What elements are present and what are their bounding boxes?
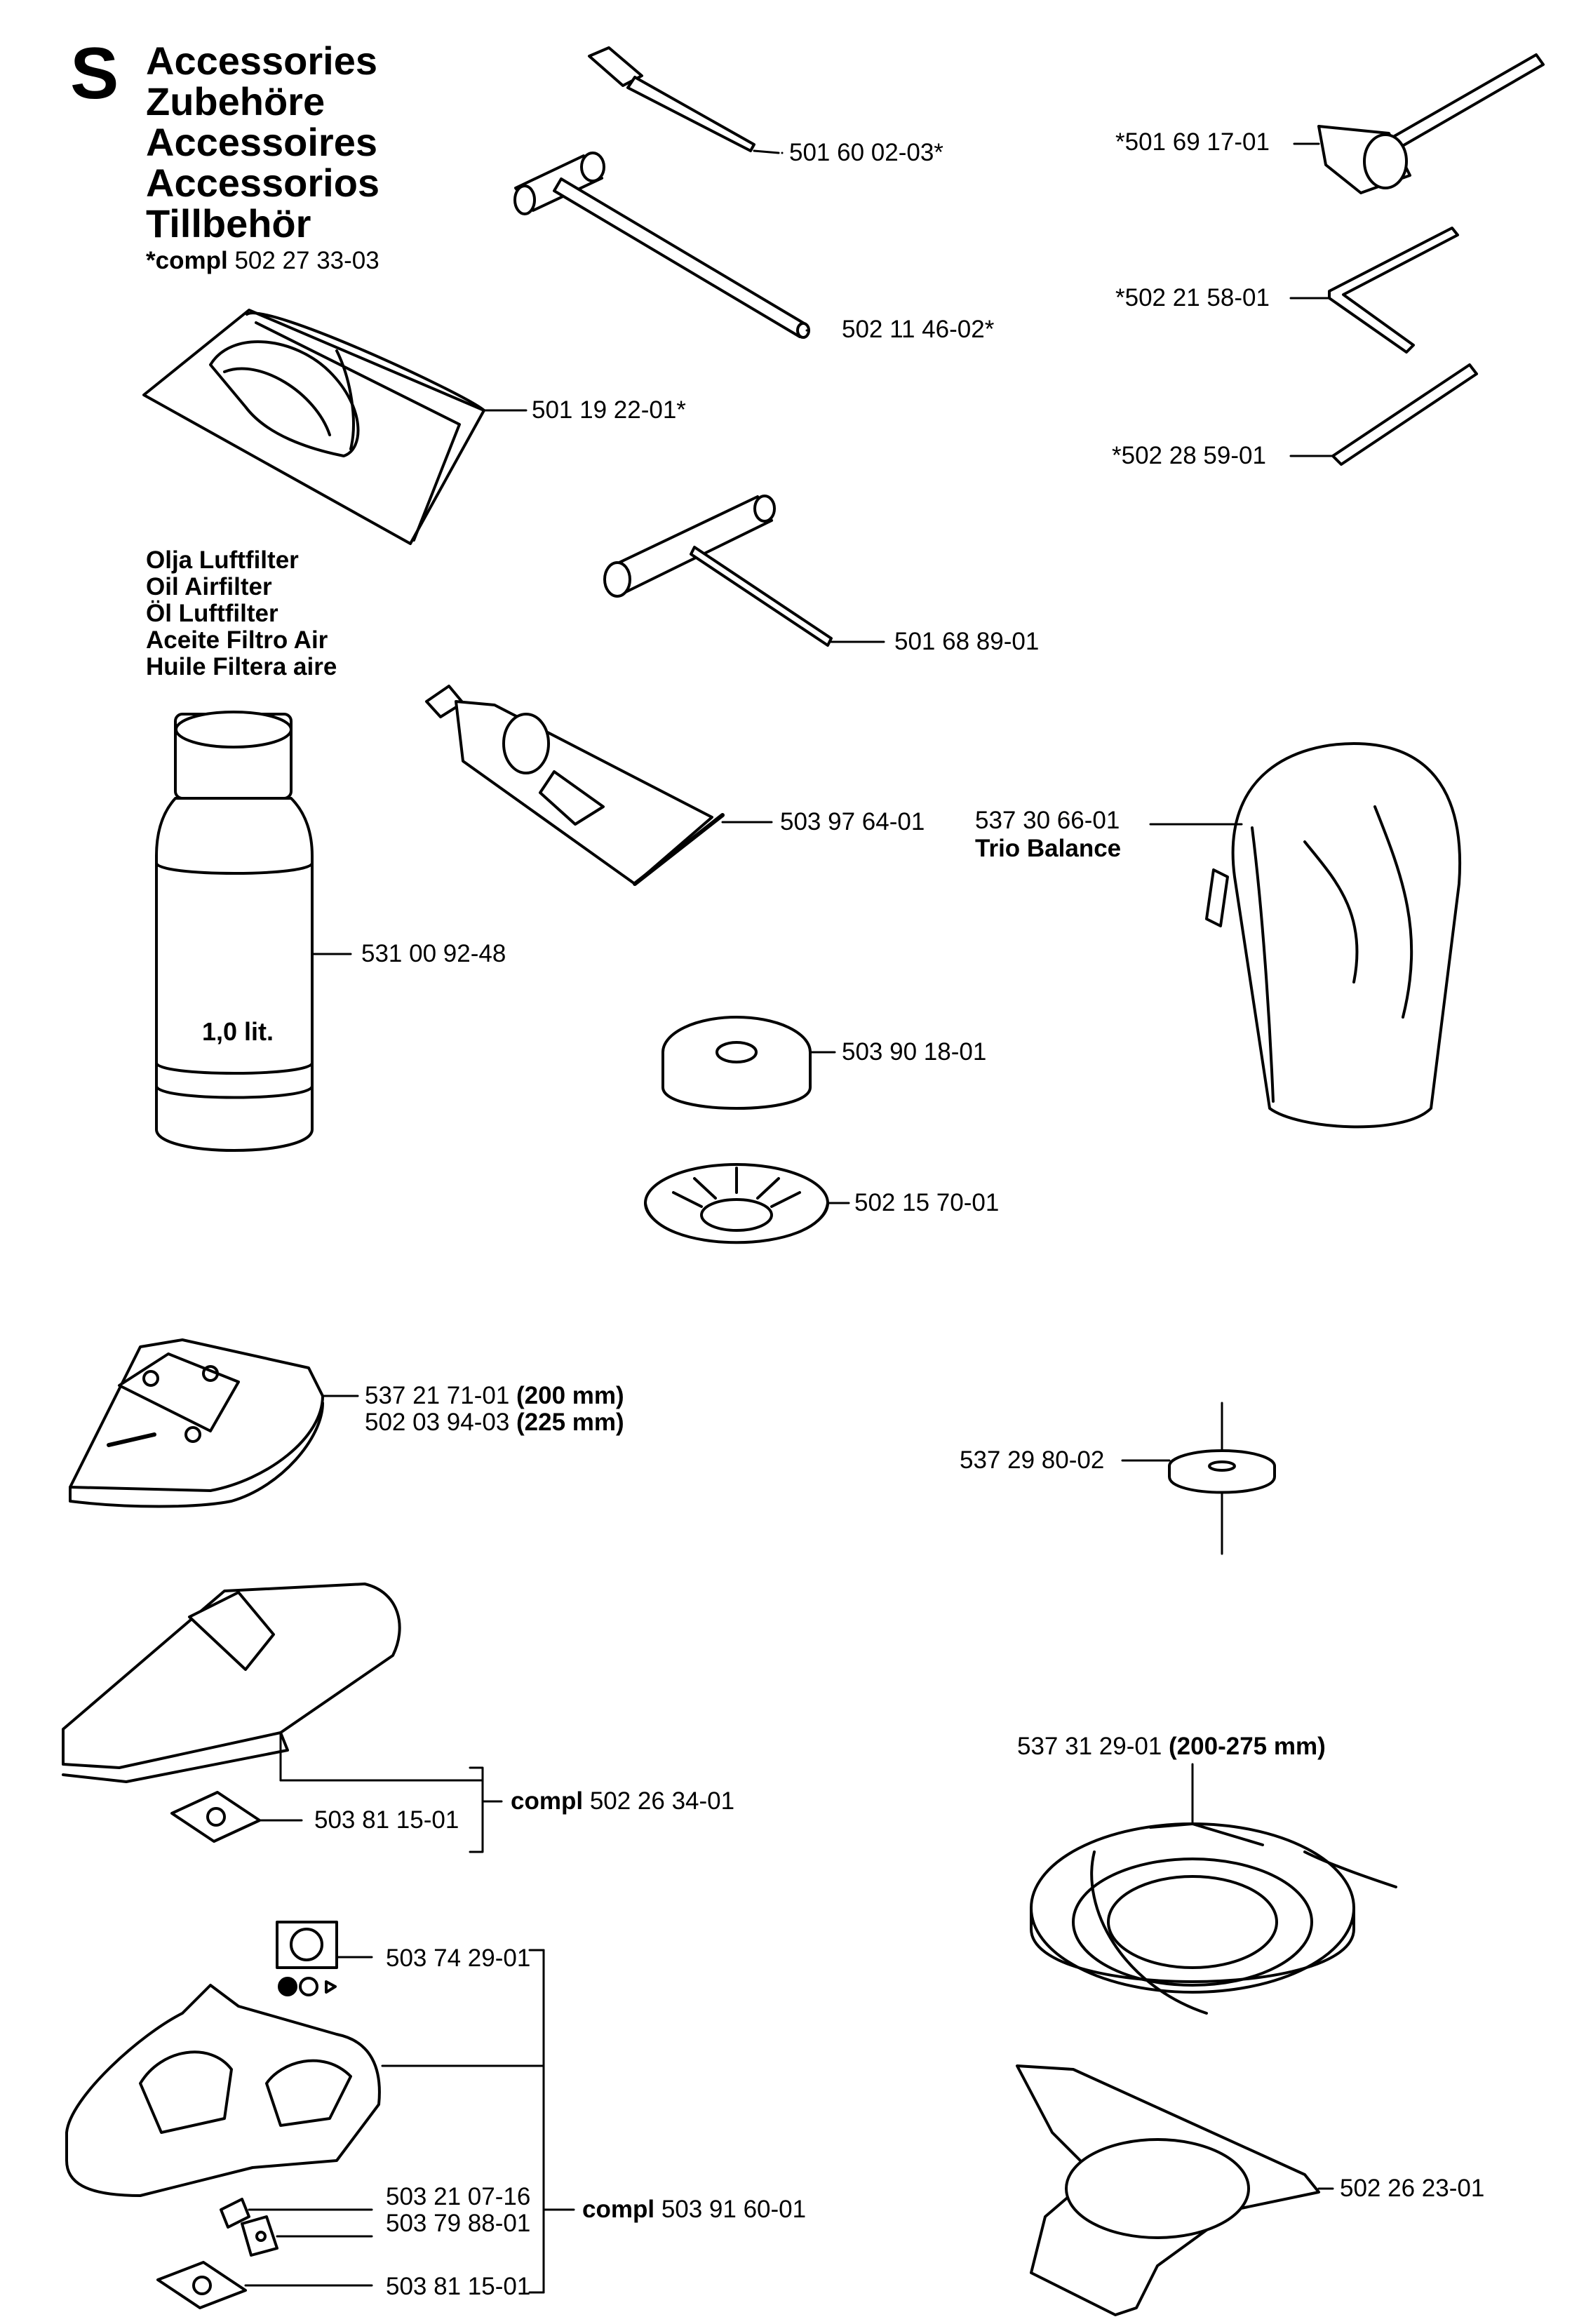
part-guard-2-plate: 503 81 15-01 <box>314 1806 459 1834</box>
part-support-cup-small: 503 90 18-01 <box>842 1038 987 1066</box>
oil-title-sv: Olja Luftfilter <box>146 546 299 574</box>
support-cup-large-drawing <box>645 1164 849 1242</box>
part-guard-1-b-number: 502 03 94-03 <box>365 1409 510 1436</box>
title-sv: Tillbehör <box>146 201 311 246</box>
oil-bottle-drawing <box>156 712 351 1150</box>
part-guard-4-size: (200-275 mm) <box>1169 1733 1326 1760</box>
part-guard-1-b <box>365 1409 624 1437</box>
part-skid-plate: 502 26 23-01 <box>1340 2175 1485 2202</box>
part-guard-1-a-size: (200 mm) <box>516 1382 624 1409</box>
part-guard-4 <box>1017 1733 1326 1761</box>
part-harness: 501 19 22-01* <box>532 396 686 424</box>
part-grease-tube: 503 97 64-01 <box>780 808 925 835</box>
title-en: Accessories <box>146 39 378 83</box>
screwdriver-drawing <box>589 48 779 153</box>
compl-kit-number: 502 27 33-03 <box>234 247 379 274</box>
support-cup-small-drawing <box>663 1017 835 1108</box>
part-guard-3-compl <box>582 2196 806 2224</box>
section-letter: S <box>70 33 119 114</box>
part-oil-bottle: 531 00 92-48 <box>361 940 506 967</box>
guard-3-drawing <box>67 1950 574 2308</box>
pin-drawing <box>1291 365 1477 464</box>
part-guard-2-compl <box>511 1787 734 1815</box>
part-hex-key: *502 21 58-01 <box>1115 284 1270 311</box>
compl-kit-label: *compl <box>146 247 228 274</box>
part-guard-4-number: 537 31 29-01 <box>1017 1733 1162 1760</box>
part-washer: 537 29 80-02 <box>960 1446 1105 1474</box>
part-guard-2-compl-label: compl <box>511 1787 584 1815</box>
oil-volume: 1,0 lit. <box>202 1017 274 1046</box>
part-guard-3-knife: 503 79 88-01 <box>386 2210 531 2237</box>
part-guard-1-b-size: (225 mm) <box>516 1409 624 1436</box>
part-guard-3-screw: 503 21 07-16 <box>386 2183 531 2210</box>
part-screwdriver: 501 60 02-03* <box>789 139 943 166</box>
title-de: Zubehöre <box>146 79 325 123</box>
oil-title-en: Oil Airfilter <box>146 573 272 600</box>
part-guard-1-a-number: 537 21 71-01 <box>365 1382 510 1409</box>
oil-titles <box>146 547 337 680</box>
part-combi-wrench: 501 68 89-01 <box>894 628 1040 655</box>
title-fr: Accessoires <box>146 120 378 164</box>
part-guard-2-compl-number: 502 26 34-01 <box>589 1787 735 1815</box>
oil-title-fr: Huile Filtera aire <box>146 653 337 680</box>
skid-plate-drawing <box>1017 2066 1333 2315</box>
part-guard-1-a <box>365 1382 624 1410</box>
title-es: Accessorios <box>146 161 380 205</box>
part-t-wrench-long: 502 11 46-02* <box>842 316 995 343</box>
harness-trio-drawing <box>1150 744 1460 1127</box>
hex-key-drawing <box>1291 228 1458 352</box>
compl-kit <box>146 247 379 275</box>
part-guard-3-plate: 503 81 15-01 <box>386 2273 531 2300</box>
box-spanner-drawing <box>1294 55 1543 193</box>
guard-1-drawing <box>70 1340 358 1507</box>
oil-title-de: Öl Luftfilter <box>146 600 278 627</box>
part-harness-trio: 537 30 66-01 <box>975 807 1120 834</box>
guard-4-drawing <box>1031 1764 1396 2013</box>
t-wrench-long-drawing <box>515 153 809 337</box>
washer-drawing <box>1122 1403 1275 1554</box>
part-box-spanner: *501 69 17-01 <box>1115 128 1270 156</box>
combi-wrench-drawing <box>605 496 884 645</box>
grease-tube-drawing <box>426 686 772 884</box>
part-harness-trio-name: Trio Balance <box>975 835 1122 862</box>
trimmer-head-drawing <box>277 1922 372 1995</box>
part-guard-3-compl-number: 503 91 60-01 <box>661 2196 807 2223</box>
part-trimmer-head: 503 74 29-01 <box>386 1944 531 1972</box>
part-pin: *502 28 59-01 <box>1112 442 1266 469</box>
section-titles <box>146 41 379 244</box>
part-support-cup-large: 502 15 70-01 <box>854 1189 1000 1216</box>
oil-title-es: Aceite Filtro Air <box>146 626 328 654</box>
part-guard-3-compl-label: compl <box>582 2196 655 2223</box>
harness-drawing <box>144 310 526 544</box>
